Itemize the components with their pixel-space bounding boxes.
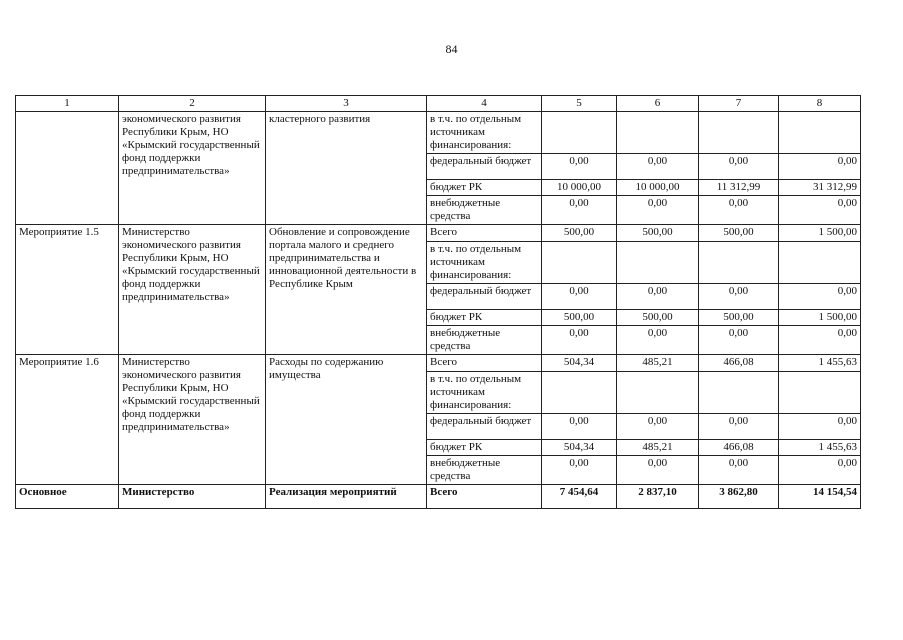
value-cell-v8: 0,00 xyxy=(779,326,861,355)
total-row xyxy=(16,485,861,509)
funding-source-cell: бюджет РК xyxy=(427,180,542,196)
value-cell-v5: 0,00 xyxy=(542,414,617,440)
header-cell: 1 xyxy=(16,96,119,112)
value-cell-v8: 0,00 xyxy=(779,196,861,225)
value-cell-v6: 0,00 xyxy=(617,456,699,485)
value-cell-v8 xyxy=(779,242,861,284)
value-cell-v8: 1 455,63 xyxy=(779,355,861,372)
value-cell-v6: 500,00 xyxy=(617,225,699,242)
value-cell-v7: 0,00 xyxy=(699,414,779,440)
measure-cell: Основное xyxy=(16,485,119,509)
value-cell-v8: 0,00 xyxy=(779,456,861,485)
funding-source-cell: Всего xyxy=(427,485,542,509)
executor-cell: Министерство экономического развития Республики Крым, НО «Крымский государственный фонд поддержки предпринимательства» xyxy=(119,355,266,485)
value-cell-v7: 0,00 xyxy=(699,456,779,485)
value-cell-v5: 500,00 xyxy=(542,225,617,242)
value-cell-v7: 0,00 xyxy=(699,196,779,225)
funding-source-cell: в т.ч. по отдельным источникам финансирования: xyxy=(427,112,542,154)
value-cell-v6: 500,00 xyxy=(617,310,699,326)
executor-cell: экономического развития Республики Крым, НО «Крымский государственный фонд поддержки предпринимательства» xyxy=(119,112,266,225)
value-cell-v7: 466,08 xyxy=(699,440,779,456)
funding-source-cell: Всего xyxy=(427,225,542,242)
header-cell: 8 xyxy=(779,96,861,112)
header-cell: 4 xyxy=(427,96,542,112)
value-cell-v8: 1 455,63 xyxy=(779,440,861,456)
value-cell-v6: 10 000,00 xyxy=(617,180,699,196)
budget-table xyxy=(15,95,861,509)
measure-cell xyxy=(16,112,119,225)
total-value-v8: 14 154,54 xyxy=(779,485,861,509)
value-cell-v7: 11 312,99 xyxy=(699,180,779,196)
value-cell-v5 xyxy=(542,112,617,154)
value-cell-v5: 500,00 xyxy=(542,310,617,326)
total-value-v5: 7 454,64 xyxy=(542,485,617,509)
funding-source-cell: федеральный бюджет xyxy=(427,154,542,180)
executor-cell: Министерство экономического развития Республики Крым, НО «Крымский государственный фонд поддержки предпринимательства» xyxy=(119,225,266,355)
funding-source-cell: внебюджетные средства xyxy=(427,326,542,355)
value-cell-v6 xyxy=(617,372,699,414)
value-cell-v5: 504,34 xyxy=(542,440,617,456)
value-cell-v8: 0,00 xyxy=(779,154,861,180)
table-row xyxy=(16,112,861,154)
activity-name-cell: Расходы по содержанию имущества xyxy=(266,355,427,485)
table-row xyxy=(16,355,861,372)
activity-name-cell: Обновление и сопровождение портала малого и среднего предпринимательства и инновационной деятельности в Республике Крым xyxy=(266,225,427,355)
value-cell-v6: 0,00 xyxy=(617,196,699,225)
funding-source-cell: федеральный бюджет xyxy=(427,284,542,310)
table-row xyxy=(16,225,861,242)
executor-cell: Министерство xyxy=(119,485,266,509)
header-cell: 2 xyxy=(119,96,266,112)
value-cell-v8 xyxy=(779,112,861,154)
funding-source-cell: бюджет РК xyxy=(427,440,542,456)
value-cell-v5: 504,34 xyxy=(542,355,617,372)
value-cell-v5: 0,00 xyxy=(542,154,617,180)
value-cell-v5: 10 000,00 xyxy=(542,180,617,196)
value-cell-v8: 1 500,00 xyxy=(779,310,861,326)
value-cell-v7: 500,00 xyxy=(699,310,779,326)
value-cell-v6: 485,21 xyxy=(617,440,699,456)
funding-source-cell: бюджет РК xyxy=(427,310,542,326)
value-cell-v8: 31 312,99 xyxy=(779,180,861,196)
header-cell: 3 xyxy=(266,96,427,112)
activity-name-cell: Реализация мероприятий xyxy=(266,485,427,509)
measure-cell: Мероприятие 1.5 xyxy=(16,225,119,355)
header-row xyxy=(16,96,861,112)
value-cell-v5 xyxy=(542,242,617,284)
funding-source-cell: в т.ч. по отдельным источникам финансирования: xyxy=(427,372,542,414)
value-cell-v8 xyxy=(779,372,861,414)
header-cell: 6 xyxy=(617,96,699,112)
value-cell-v5: 0,00 xyxy=(542,456,617,485)
value-cell-v7 xyxy=(699,112,779,154)
value-cell-v7: 0,00 xyxy=(699,154,779,180)
value-cell-v6: 0,00 xyxy=(617,326,699,355)
funding-source-cell: в т.ч. по отдельным источникам финансирования: xyxy=(427,242,542,284)
value-cell-v6 xyxy=(617,242,699,284)
funding-source-cell: внебюджетные средства xyxy=(427,196,542,225)
value-cell-v7: 0,00 xyxy=(699,284,779,310)
page-number: 84 xyxy=(445,42,458,56)
value-cell-v7 xyxy=(699,372,779,414)
header-cell: 7 xyxy=(699,96,779,112)
funding-source-cell: федеральный бюджет xyxy=(427,414,542,440)
value-cell-v7: 0,00 xyxy=(699,326,779,355)
header-cell: 5 xyxy=(542,96,617,112)
value-cell-v8: 0,00 xyxy=(779,414,861,440)
funding-source-cell: внебюджетные средства xyxy=(427,456,542,485)
value-cell-v7 xyxy=(699,242,779,284)
activity-name-cell: кластерного развития xyxy=(266,112,427,225)
value-cell-v6: 0,00 xyxy=(617,154,699,180)
total-value-v7: 3 862,80 xyxy=(699,485,779,509)
value-cell-v7: 500,00 xyxy=(699,225,779,242)
value-cell-v8: 1 500,00 xyxy=(779,225,861,242)
value-cell-v5: 0,00 xyxy=(542,326,617,355)
value-cell-v5: 0,00 xyxy=(542,196,617,225)
measure-cell: Мероприятие 1.6 xyxy=(16,355,119,485)
total-value-v6: 2 837,10 xyxy=(617,485,699,509)
value-cell-v5 xyxy=(542,372,617,414)
value-cell-v6: 0,00 xyxy=(617,284,699,310)
value-cell-v7: 466,08 xyxy=(699,355,779,372)
value-cell-v6: 0,00 xyxy=(617,414,699,440)
funding-source-cell: Всего xyxy=(427,355,542,372)
value-cell-v6: 485,21 xyxy=(617,355,699,372)
value-cell-v8: 0,00 xyxy=(779,284,861,310)
value-cell-v5: 0,00 xyxy=(542,284,617,310)
value-cell-v6 xyxy=(617,112,699,154)
